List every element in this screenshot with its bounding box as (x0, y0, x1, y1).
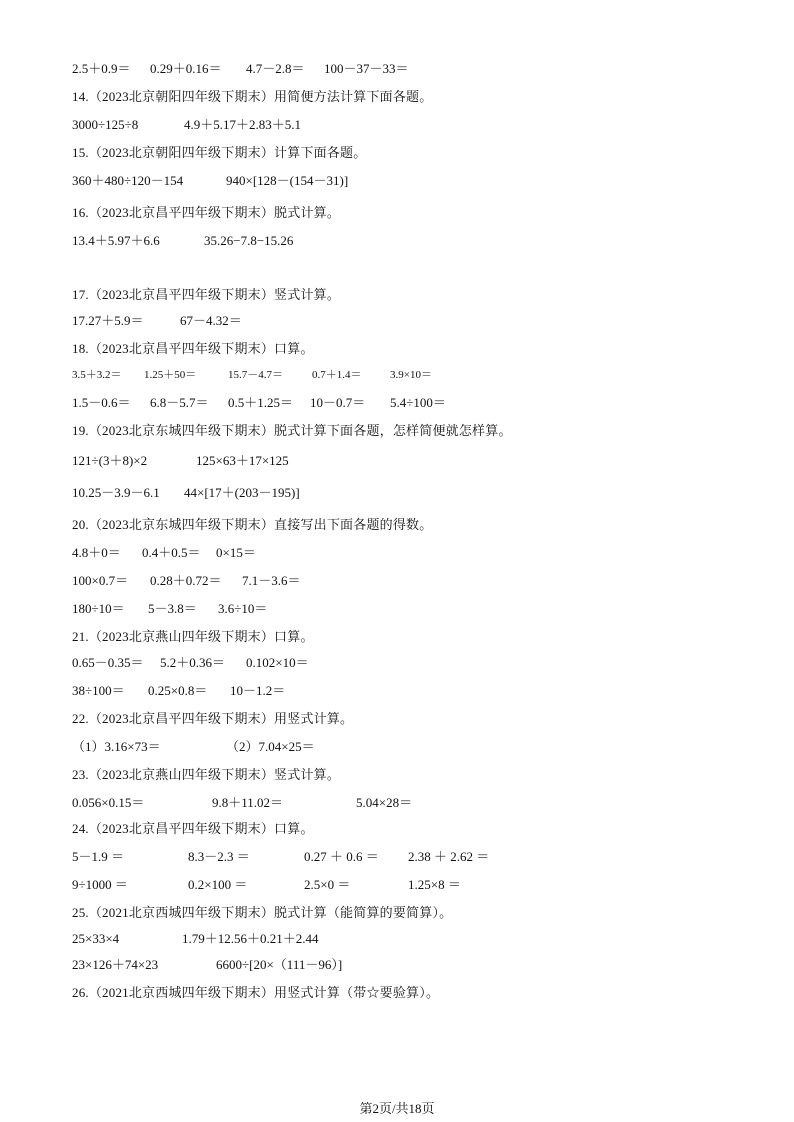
question-heading: 15.（2023北京朝阳四年级下期末）计算下面各题。 (72, 145, 367, 160)
expression-item: 9.8＋11.02＝ (212, 795, 284, 810)
question-heading: 22.（2023北京昌平四年级下期末）用竖式计算。 (72, 711, 354, 726)
question-heading: 14.（2023北京朝阳四年级下期末）用简便方法计算下面各题。 (72, 89, 433, 104)
question-heading: 26.（2021北京西城四年级下期末）用竖式计算（带☆要验算）。 (72, 985, 440, 1000)
expression-item: 8.3－2.3 ＝ (188, 849, 250, 864)
expression-item: 4.7－2.8＝ (246, 61, 305, 76)
expression-item: 0.65－0.35＝ (72, 655, 144, 670)
expression-item: 1.25×8 ＝ (408, 877, 461, 892)
expression-item: 1.79＋12.56＋0.21＋2.44 (182, 931, 319, 946)
expression-item: 17.27＋5.9＝ (72, 313, 144, 328)
expression-item: 44×[17＋(203－195)] (184, 485, 300, 500)
question-heading: 18.（2023北京昌平四年级下期末）口算。 (72, 341, 314, 356)
expression-item: 2.5＋0.9＝ (72, 61, 131, 76)
expression-item: 5.04×28＝ (356, 795, 413, 810)
expression-item: 1.5－0.6＝ (72, 395, 131, 410)
expression-item: 5.4÷100＝ (390, 395, 446, 410)
expression-item: 6.8－5.7＝ (150, 395, 209, 410)
expression-item: 10－1.2＝ (230, 683, 286, 698)
expression-item: 100－37－33＝ (324, 61, 409, 76)
expression-item: 1.25＋50＝ (144, 369, 197, 381)
question-heading: 25.（2021北京西城四年级下期末）脱式计算（能简算的要简算）。 (72, 905, 453, 920)
expression-item: 0.27 ＋ 0.6 ＝ (304, 849, 379, 864)
expression-item: 0.4＋0.5＝ (142, 545, 201, 560)
expression-item: 0×15＝ (216, 545, 256, 560)
expression-item: 0.25×0.8＝ (148, 683, 208, 698)
expression-item: 38÷100＝ (72, 683, 125, 698)
expression-item: 2.38 ＋ 2.62 ＝ (408, 849, 490, 864)
expression-item: 7.1－3.6＝ (242, 573, 301, 588)
expression-item: 0.28＋0.72＝ (150, 573, 222, 588)
expression-item: 0.7＋1.4＝ (312, 369, 362, 381)
expression-item: 0.2×100 ＝ (188, 877, 248, 892)
expression-item: 67－4.32＝ (180, 313, 242, 328)
expression-item: 4.9＋5.17＋2.83＋5.1 (184, 117, 302, 132)
expression-item: 4.8＋0＝ (72, 545, 121, 560)
expression-item: 3.9×10＝ (390, 369, 432, 381)
question-heading: 23.（2023北京燕山四年级下期末）竖式计算。 (72, 767, 341, 782)
expression-item: 10－0.7＝ (310, 395, 366, 410)
question-heading: 17.（2023北京昌平四年级下期末）竖式计算。 (72, 287, 341, 302)
expression-item: 3.5＋3.2＝ (72, 369, 122, 381)
expression-item: 121÷(3＋8)×2 (72, 453, 148, 468)
expression-item: 25×33×4 (72, 931, 120, 946)
expression-item: （2）7.04×25＝ (226, 739, 315, 754)
question-heading: 16.（2023北京昌平四年级下期末）脱式计算。 (72, 205, 341, 220)
expression-item: 180÷10＝ (72, 601, 125, 616)
expression-item: 35.26−7.8−15.26 (204, 233, 294, 248)
expression-item: 23×126＋74×23 (72, 957, 159, 972)
expression-item: 3.6÷10＝ (218, 601, 268, 616)
question-heading: 21.（2023北京燕山四年级下期末）口算。 (72, 629, 314, 644)
expression-item: 360＋480÷120－154 (72, 173, 184, 188)
expression-item: 125×63＋17×125 (196, 453, 289, 468)
expression-item: （1）3.16×73＝ (72, 739, 161, 754)
expression-item: 0.102×10＝ (246, 655, 309, 670)
expression-item: 3000÷125÷8 (72, 117, 139, 132)
expression-item: 5.2＋0.36＝ (160, 655, 226, 670)
expression-item: 15.7－4.7＝ (228, 369, 283, 381)
question-heading: 20.（2023北京东城四年级下期末）直接写出下面各题的得数。 (72, 517, 433, 532)
expression-item: 940×[128－(154－31)] (226, 173, 349, 188)
question-heading: 19.（2023北京东城四年级下期末）脱式计算下面各题，怎样简便就怎样算。 (72, 423, 512, 438)
expression-item: 10.25－3.9－6.1 (72, 485, 160, 500)
expression-item: 0.056×0.15＝ (72, 795, 145, 810)
expression-item: 13.4＋5.97＋6.6 (72, 233, 160, 248)
expression-item: 0.29＋0.16＝ (150, 61, 222, 76)
expression-item: 9÷1000 ＝ (72, 877, 128, 892)
expression-item: 2.5×0 ＝ (304, 877, 351, 892)
expression-item: 5－1.9 ＝ (72, 849, 125, 864)
expression-item: 6600÷[20×（111－96）] (216, 957, 343, 972)
expression-item: 100×0.7＝ (72, 573, 129, 588)
expression-item: 0.5＋1.25＝ (228, 395, 294, 410)
expression-item: 5－3.8＝ (148, 601, 197, 616)
question-heading: 24.（2023北京昌平四年级下期末）口算。 (72, 821, 314, 836)
page-footer: 第2页/共18页 (359, 1101, 435, 1116)
